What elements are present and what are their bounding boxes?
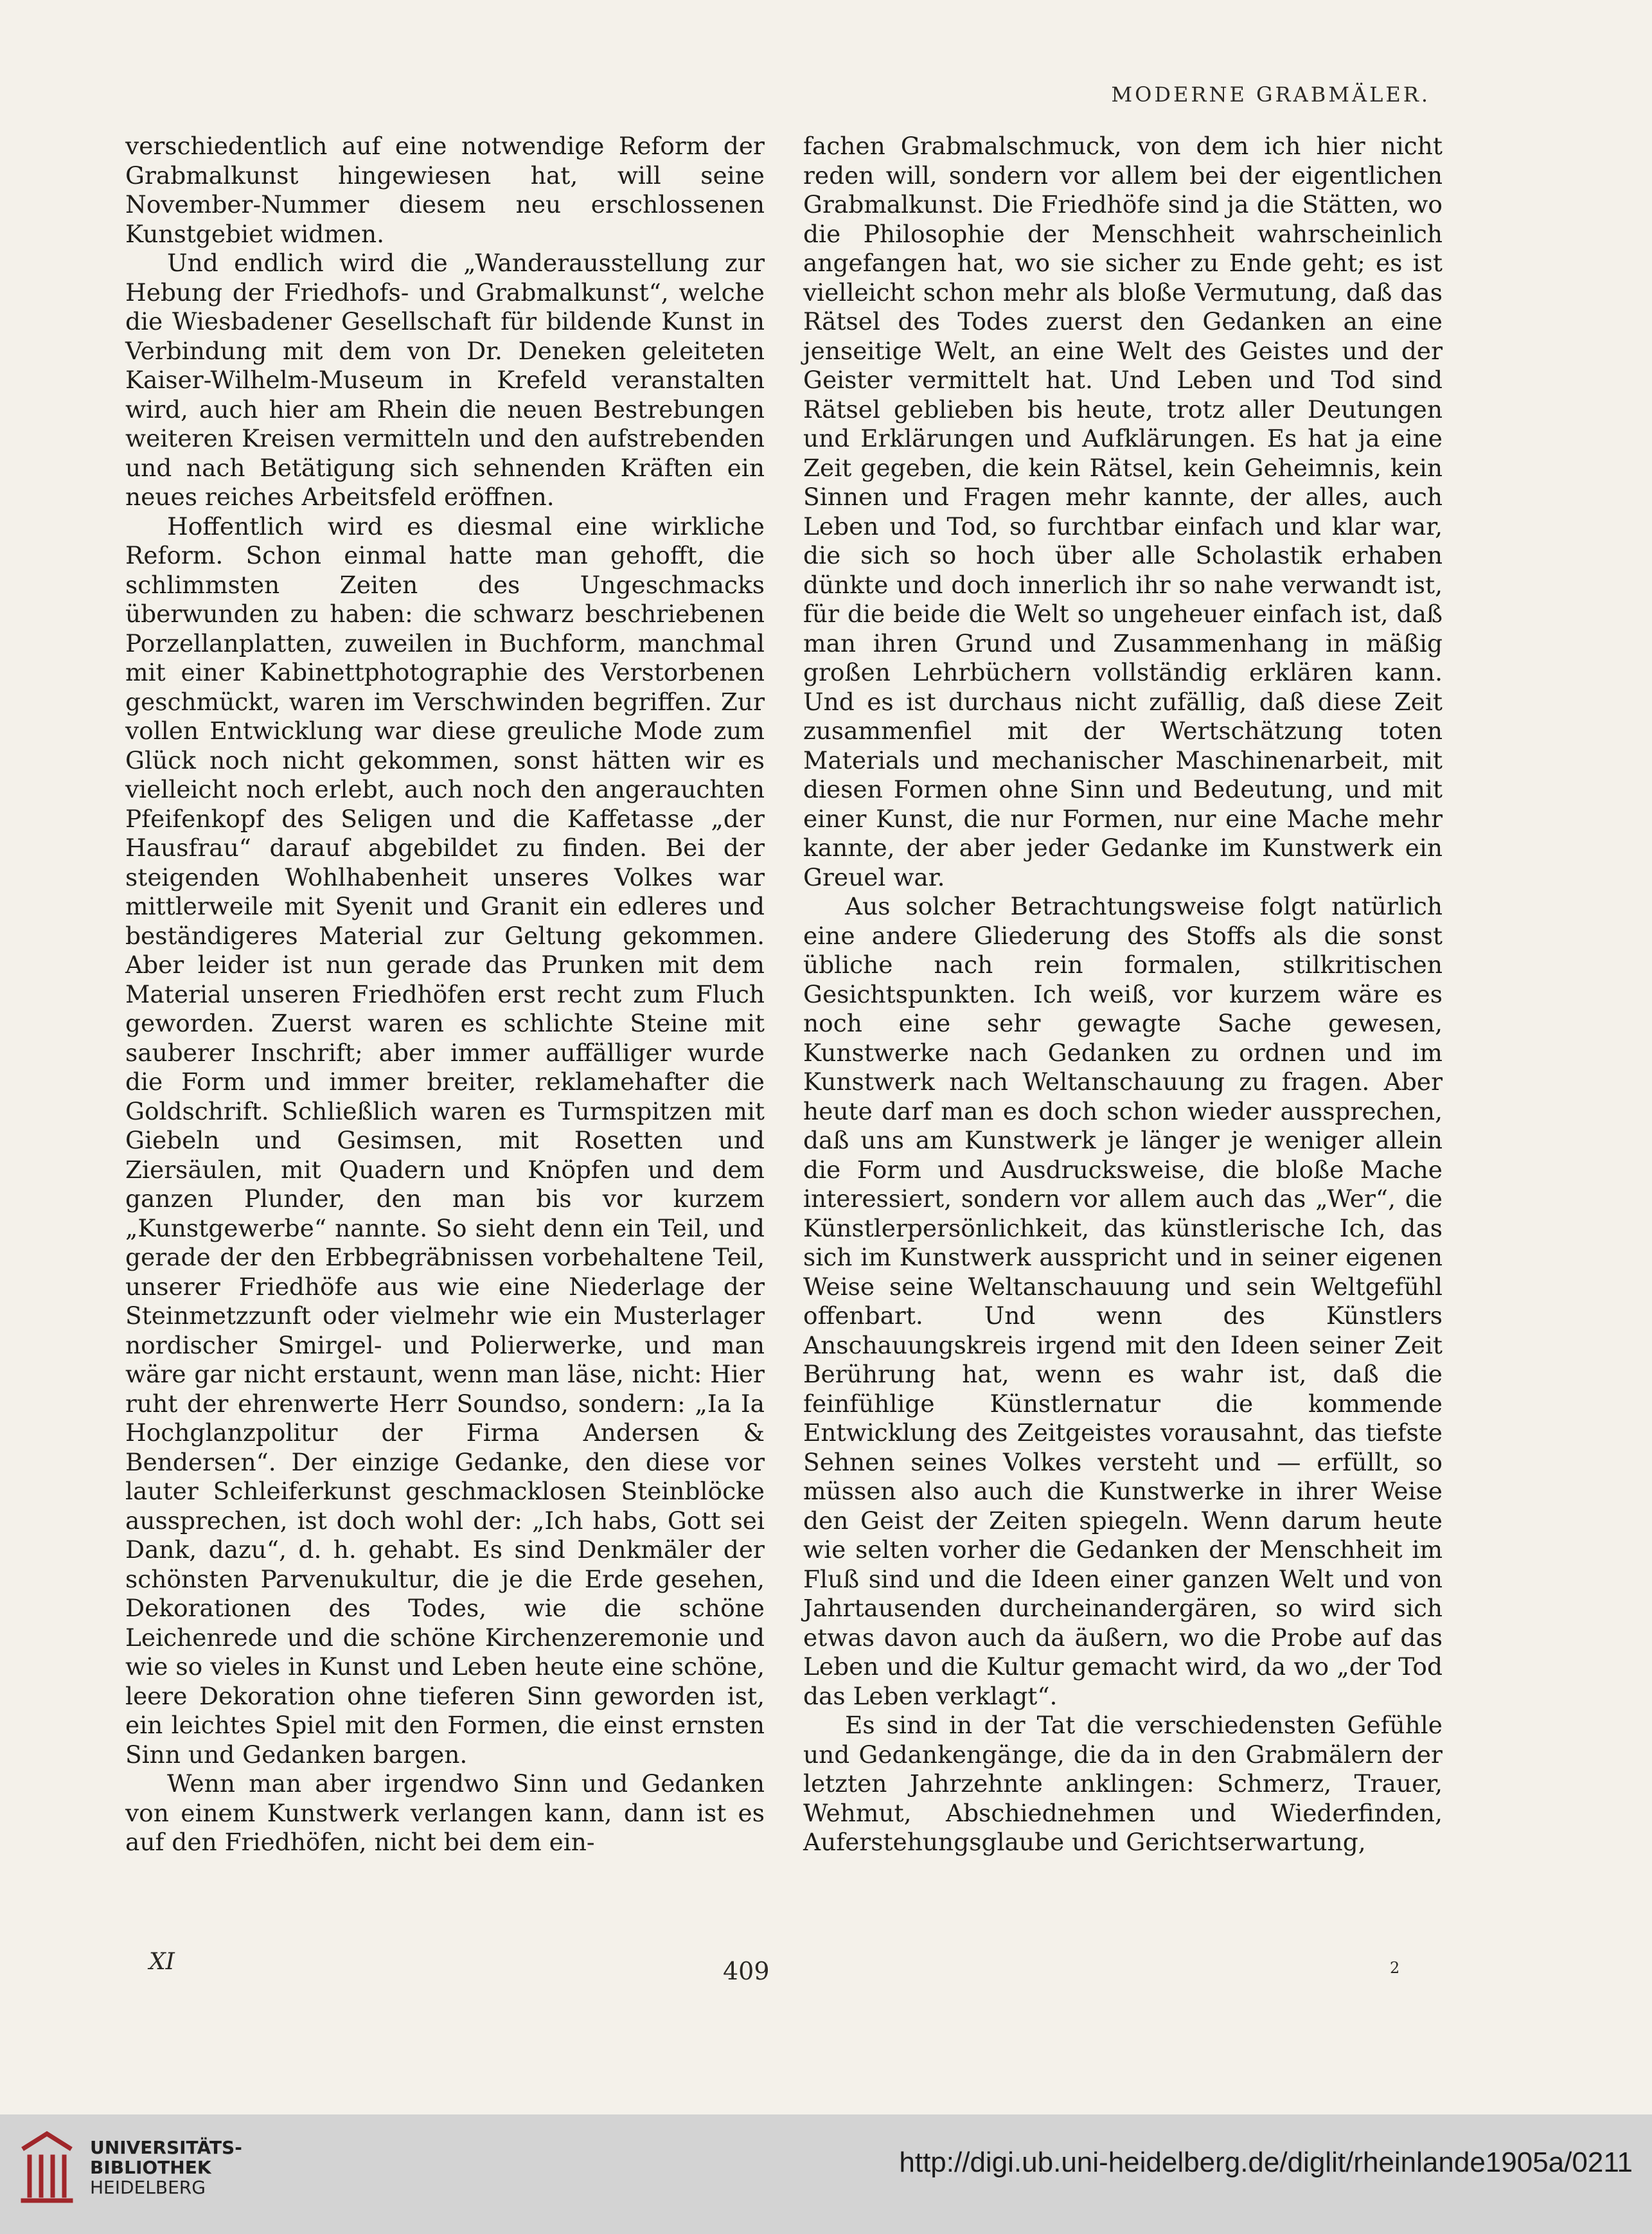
sheet-signature: 2 [1390,1959,1400,1977]
left-column [125,132,765,1857]
library-name [90,2138,242,2197]
paragraph: Aus solcher Betrachtungsweise folgt natürlich eine andere Gliederung des Stoffs als die sonst übliche nach rein formalen, stilkritischen Gesichtspunkten. Ich weiß, vor kurzem wäre es noch eine sehr gewagte Sache gewesen, Kunstwerke nach Gedanken zu ordnen und im Kunstwerk nach Weltanschauung zu fragen. Aber heute darf man es doch schon wieder aussprechen, daß uns am Kunstwerk je länger je weniger allein die Form und Ausdrucksweise, die bloße Mache interessiert, sondern vor allem auch das „Wer“, die Künstlerpersönlichkeit, das künstlerische Ich, das sich im Kunstwerk ausspricht und in seiner eigenen Weise seine Weltanschauung und sein Weltgefühl offenbart. Und wenn des Künstlers Anschauungskreis irgend mit den Ideen seiner Zeit Berührung hat, wenn es wahr ist, daß die feinfühlige Künstlernatur die kommende Entwicklung des Zeitgeistes vorausahnt, das tiefste Sehnen seines Volkes versteht und — erfüllt, so müssen also auch die Kunstwerke in ihrer Weise den Geist der Zeiten spiegeln. Wenn darum heute wie selten vorher die Gedanken der Menschheit im Fluß sind und die Ideen einer ganzen Welt und von Jahrtausenden durcheinandergären, so wird sich etwas davon auch da äußern, wo die Probe auf das Leben und die Kultur gemacht wird, da wo „der Tod das Leben verklagt“. [803,892,1443,1710]
library-name-line: HEIDELBERG [90,2177,206,2198]
page-url-link[interactable]: http://digi.ub.uni-heidelberg.de/diglit/rheinlande1905a/0211 [899,2147,1633,2178]
library-logo-icon [18,2129,76,2204]
paragraph: fachen Grabmalschmuck, von dem ich hier nicht reden will, sondern vor allem bei der eigentlichen Grabmalkunst. Die Friedhöfe sind ja die Stätten, wo die Philosophie der Menschheit wahrscheinlich angefangen hat, wo sie sicher zu Ende geht; es ist vielleicht schon mehr als bloße Vermutung, daß das Rätsel des Todes zuerst den Gedanken an eine jenseitige Welt, an eine Welt des Geistes und der Geister vermittelt hat. Und Leben und Tod sind Rätsel geblieben bis heute, trotz aller Deutungen und Erklärungen und Aufklärungen. Es hat ja eine Zeit gegeben, die kein Rätsel, kein Geheimnis, kein Sinnen und Fragen mehr kannte, der alles, auch Leben und Tod, so furchtbar einfach und klar war, die sich so hoch über alle Scholastik erhaben dünkte und doch innerlich ihr so nahe verwandt ist, für die beide die Welt so ungeheuer einfach ist, daß man ihren Grund und Zusammenhang in mäßig großen Lehrbüchern vollständig erklären kann. Und es ist durchaus nicht zufällig, daß diese Zeit zusammenfiel mit der Wertschätzung toten Materials und mechanischer Maschinenarbeit, mit diesen Formen ohne Sinn und Bedeutung, und mit einer Kunst, die nur Formen, nur eine Mache mehr kannte, der aber jeder Gedanke im Kunstwerk ein Greuel war. [803,132,1443,891]
paragraph: verschiedentlich auf eine notwendige Reform der Grabmalkunst hingewiesen hat, will seine November-Nummer diesem neu erschlossenen Kunstgebiet widmen. [125,132,765,248]
paragraph: Wenn man aber irgendwo Sinn und Gedanken von einem Kunstwerk verlangen kann, dann ist es auf den Friedhöfen, nicht bei dem ein- [125,1769,765,1856]
paragraph: Es sind in der Tat die verschiedensten Gefühle und Gedankengänge, die da in den Grabmälern der letzten Jahrzehnte anklingen: Schmerz, Trauer, Wehmut, Abschiednehmen und Wiederfinden, Auferstehungsglaube und Gerichtserwartung, [803,1711,1443,1856]
signature-mark: XI [149,1949,175,1975]
library-name-line: UNIVERSITÄTS- [90,2137,242,2158]
paragraph: Hoffentlich wird es diesmal eine wirkliche Reform. Schon einmal hatte man gehofft, die schlimmsten Zeiten des Ungeschmacks überwunden zu haben: die schwarz beschriebenen Porzellanplatten, zuweilen in Buchform, manchmal mit einer Kabinettphotographie des Verstorbenen geschmückt, waren im Verschwinden begriffen. Zur vollen Entwicklung war diese greuliche Mode zum Glück noch nicht gekommen, sonst hätten wir es vielleicht noch erlebt, auch noch den angerauchten Pfeifenkopf des Seligen und die Kaffetasse „der Hausfrau“ darauf abgebildet zu finden. Bei der steigenden Wohlhabenheit unseres Volkes war mittlerweile mit Syenit und Granit ein edleres und beständigeres Material zur Geltung gekommen. Aber leider ist nun gerade das Prunken mit dem Material unseren Friedhöfen erst recht zum Fluch geworden. Zuerst waren es schlichte Steine mit sauberer Inschrift; aber immer auffälliger wurde die Form und immer breiter, reklamehafter die Goldschrift. Schließlich waren es Turmspitzen mit Giebeln und Gesimsen, mit Rosetten und Ziersäulen, mit Quadern und Knöpfen und dem ganzen Plunder, den man bis vor kurzem „Kunstgewerbe“ nannte. So sieht denn ein Teil, und gerade der den Erbbegräbnissen vorbehaltene Teil, unserer Friedhöfe aus wie eine Niederlage der Steinmetzzunft oder vielmehr wie ein Musterlager nordischer Smirgel- und Polierwerke, und man wäre gar nicht erstaunt, wenn man läse, nicht: Hier ruht der ehrenwerte Herr Soundso, sondern: „Ia Ia Hochglanzpolitur der Firma Andersen & Bendersen“. Der einzige Gedanke, den diese vor lauter Schleiferkunst geschmacklosen Steinblöcke aussprechen, ist doch wohl der: „Ich habs, Gott sei Dank, dazu“, d. h. gehabt. Es sind Denkmäler der schönsten Parvenukultur, die je die Erde gesehen, Dekorationen des Todes, wie die schöne Leichenrede und die schöne Kirchenzeremonie und wie so vieles in Kunst und Leben heute eine schöne, leere Dekoration ohne tieferen Sinn geworden ist, ein leichtes Spiel mit den Formen, die einst ernsten Sinn und Gedanken bargen. [125,512,765,1769]
running-title: MODERNE GRABMÄLER. [1111,82,1430,107]
page-number: 409 [723,1957,770,1985]
library-name-line: BIBLIOTHEK [90,2157,211,2178]
library-banner [0,2114,1652,2234]
paragraph: Und endlich wird die „Wanderausstellung zur Hebung der Friedhofs- und Grabmalkunst“, welche die Wiesbadener Gesellschaft für bildende Kunst in Verbindung mit dem von Dr. Deneken geleiteten Kaiser-Wilhelm-Museum in Krefeld veranstalten wird, auch hier am Rhein die neuen Bestrebungen weiteren Kreisen vermitteln und den aufstrebenden und nach Betätigung sich sehnenden Kräften ein neues reiches Arbeitsfeld eröffnen. [125,249,765,511]
right-column [803,132,1443,1857]
